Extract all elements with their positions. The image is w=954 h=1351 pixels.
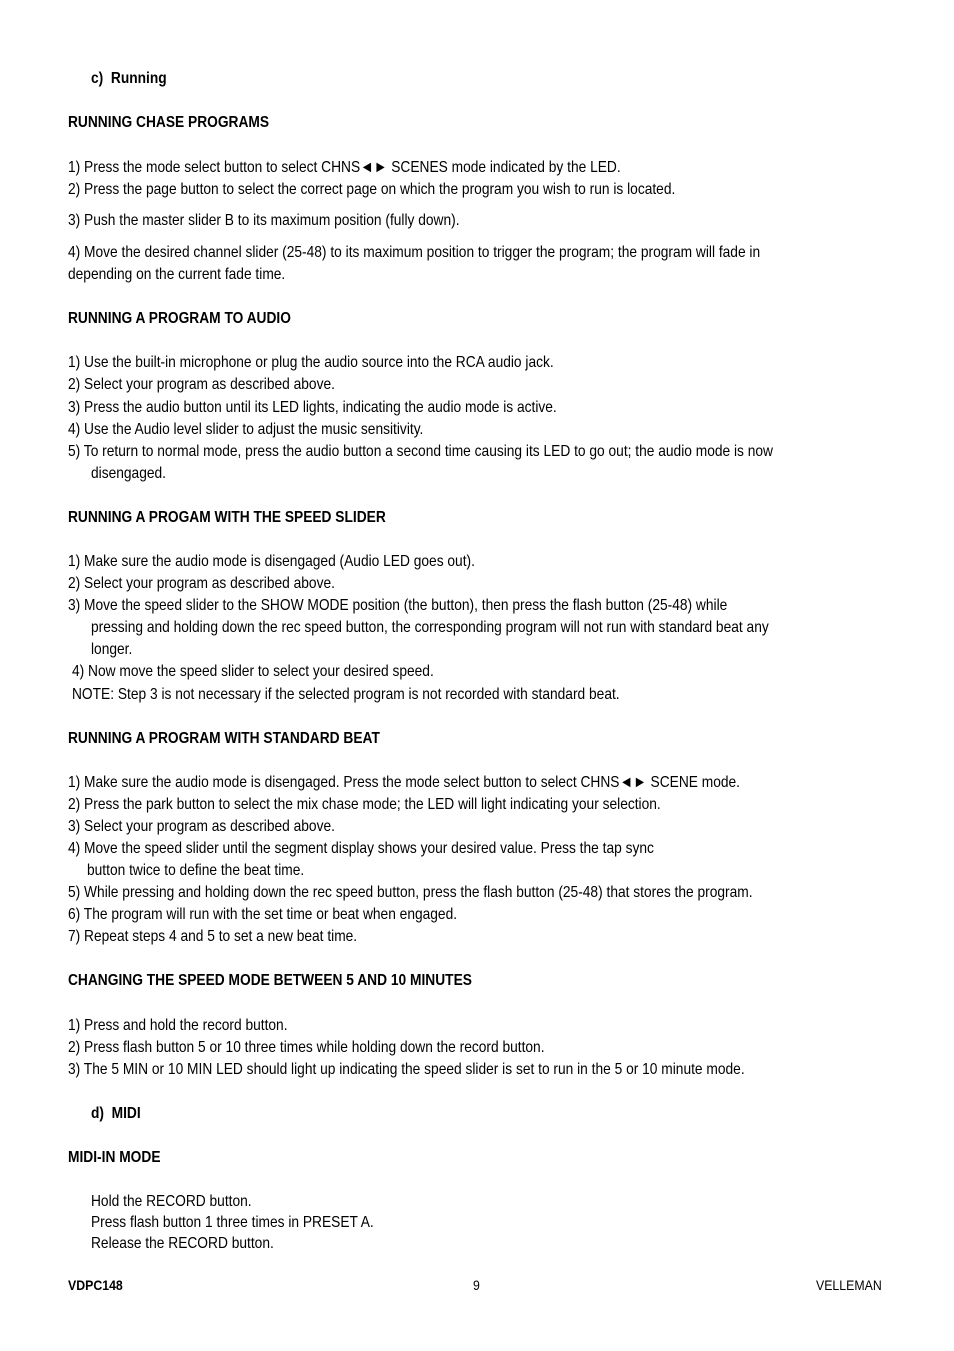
subsection-label: d) — [91, 1105, 104, 1122]
heading-speed-mode: CHANGING THE SPEED MODE BETWEEN 5 AND 10 MINUTES — [68, 972, 472, 989]
chase-line-2: 2) Press the page button to select the correct page on which the program you wish to run is located. — [68, 181, 676, 198]
midi-line-3: Release the RECORD button. — [91, 1235, 274, 1252]
speed-line-3-end: longer. — [91, 641, 133, 658]
subsection-title-text: Running — [110, 70, 167, 87]
midi-line-2: Press flash button 1 three times in PRESET A. — [91, 1214, 374, 1231]
footer-brand: VELLEMAN — [816, 1277, 882, 1293]
heading-running-chase: RUNNING CHASE PROGRAMS — [68, 114, 270, 131]
beat-line-4: 4) Move the speed slider until the segment display shows your desired value. Press the tap sync — [68, 840, 654, 857]
subsection-title-midi — [91, 1103, 141, 1125]
heading-speed-slider: RUNNING A PROGAM WITH THE SPEED SLIDER — [68, 509, 386, 526]
audio-line-5: 5) To return to normal mode, press the audio button a second time causing its LED to go out; the audio mode is now — [68, 443, 773, 460]
minutes-line-3: 3) The 5 MIN or 10 MIN LED should light up indicating the speed slider is set to run in the 5 or 10 minute mode. — [68, 1061, 745, 1078]
speed-line-3-cont: pressing and holding down the rec speed button, the corresponding program will not run with standard beat any — [91, 619, 769, 636]
audio-line-5-cont: disengaged. — [91, 465, 166, 482]
heading-standard-beat: RUNNING A PROGRAM WITH STANDARD BEAT — [68, 730, 380, 747]
speed-line-2: 2) Select your program as described above. — [68, 575, 335, 592]
speed-line-1: 1) Make sure the audio mode is disengaged (Audio LED goes out). — [68, 553, 475, 570]
chase-line-3: 3) Push the master slider B to its maximum position (fully down). — [68, 212, 460, 229]
subsection-title-text: MIDI — [111, 1105, 141, 1122]
chase-line-4: 4) Move the desired channel slider (25-48) to its maximum position to trigger the program; the program will fade in — [68, 244, 761, 261]
footer-model: VDPC148 — [68, 1277, 123, 1293]
beat-line-3: 3) Select your program as described above. — [68, 818, 335, 835]
subsection-title-running — [91, 68, 167, 90]
beat-line-4-cont: button twice to define the beat time. — [87, 862, 305, 879]
beat-line-7: 7) Repeat steps 4 and 5 to set a new beat time. — [68, 928, 358, 945]
beat-line-2: 2) Press the park button to select the mix chase mode; the LED will light indicating your selection. — [68, 796, 661, 813]
speed-line-3: 3) Move the speed slider to the SHOW MODE position (the button), then press the flash button (25-48) while — [68, 597, 728, 614]
chase-line-4-cont: depending on the current fade time. — [68, 266, 286, 283]
heading-running-audio: RUNNING A PROGRAM TO AUDIO — [68, 310, 291, 327]
minutes-line-1: 1) Press and hold the record button. — [68, 1017, 288, 1034]
minutes-line-2: 2) Press flash button 5 or 10 three times while holding down the record button. — [68, 1039, 545, 1056]
footer-page-number: 9 — [473, 1277, 480, 1293]
audio-line-1: 1) Use the built-in microphone or plug the audio source into the RCA audio jack. — [68, 354, 554, 371]
speed-note: NOTE: Step 3 is not necessary if the selected program is not recorded with standard beat. — [72, 686, 620, 703]
beat-line-6: 6) The program will run with the set time or beat when engaged. — [68, 906, 458, 923]
speed-line-4: 4) Now move the speed slider to select your desired speed. — [72, 663, 434, 680]
midi-line-1: Hold the RECORD button. — [91, 1193, 252, 1210]
audio-line-3: 3) Press the audio button until its LED lights, indicating the audio mode is active. — [68, 399, 557, 416]
audio-line-2: 2) Select your program as described above. — [68, 376, 335, 393]
heading-midi-in: MIDI-IN MODE — [68, 1149, 161, 1166]
audio-line-4: 4) Use the Audio level slider to adjust the music sensitivity. — [68, 421, 424, 438]
beat-line-5: 5) While pressing and holding down the rec speed button, press the flash button (25-48) that stores the program. — [68, 884, 753, 901]
chase-line-1: 1) Press the mode select button to select CHNS◄► SCENES mode indicated by the LED. — [68, 159, 621, 176]
beat-line-1: 1) Make sure the audio mode is disengaged. Press the mode select button to select CHNS◄► SCENE mode. — [68, 774, 740, 791]
subsection-label: c) — [91, 70, 104, 87]
